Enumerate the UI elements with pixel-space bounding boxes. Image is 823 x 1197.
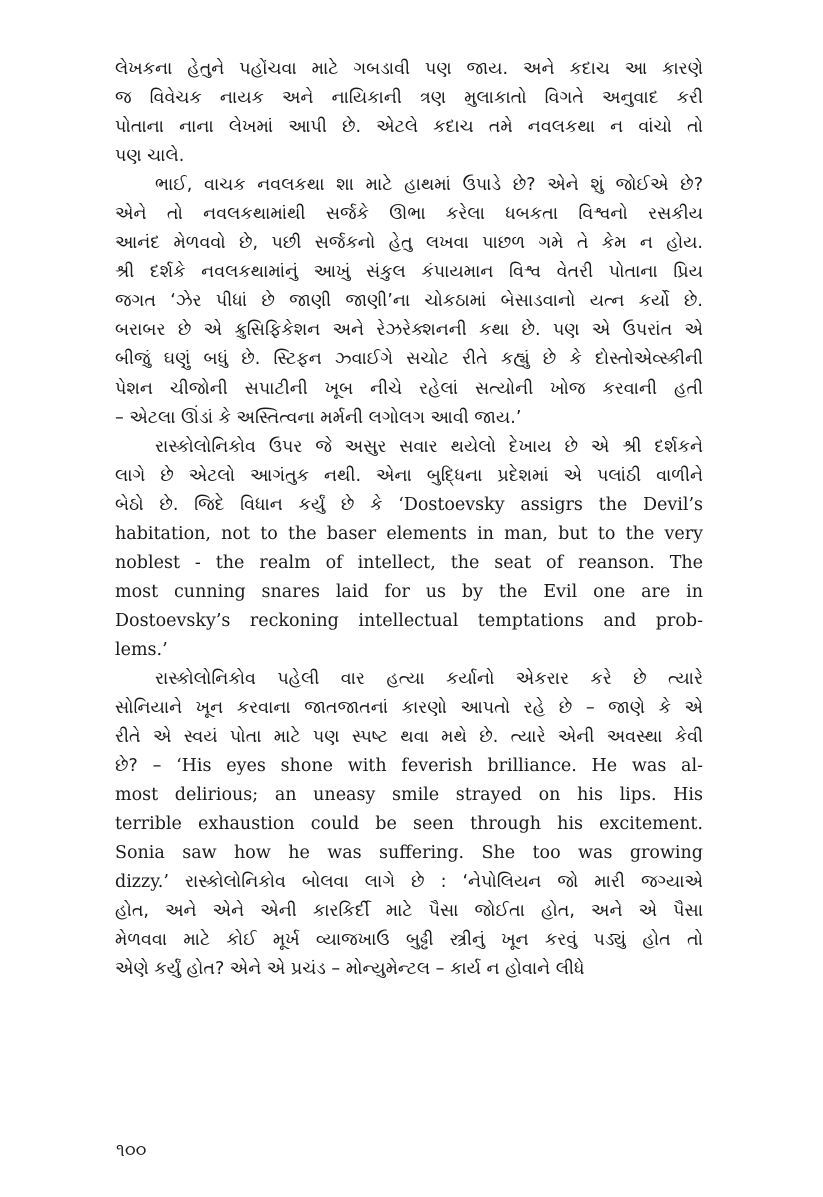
page-number: ૧૦૦	[116, 1140, 147, 1161]
text-line	[115, 433, 703, 462]
gujarati-text: લાગે છે એટલો આગંતુક નથી. એના બુદ્ધિના પ્રદેશમાં એ પલાંઠી વાળીને	[115, 465, 703, 486]
gujarati-text: એણે કર્યું હોત? એને એ પ્રચંડ – મોન્યુમેન્ટલ – કાર્ય ન હોવાને લીધે	[115, 959, 585, 980]
text-line	[115, 897, 703, 926]
text-line	[115, 316, 703, 345]
text-line	[115, 694, 703, 723]
gujarati-text: રાસ્કોલોનિકોવ બોલવા લાગે છે : ‘નેપોલિયન જો મારી જગ્યાએ	[168, 872, 703, 893]
text-line	[115, 607, 703, 636]
text-line	[115, 665, 703, 694]
gujarati-text: ભાઈ, વાચક નવલકથા શા માટે હાથમાં ઉપાડે છે? એને શું જોઈએ છે?	[155, 175, 703, 196]
text-line	[115, 839, 703, 868]
text-line	[115, 404, 703, 433]
text-line	[115, 55, 703, 84]
text-line	[115, 868, 703, 897]
gujarati-text: રીતે એ સ્વયં પોતા માટે પણ સ્પષ્ટ થવા મથે છે. ત્યારે એની અવસ્થા કેવી	[115, 727, 703, 748]
gujarati-text: લેખકના હેતુને પહોંચવા માટે ગબડાવી પણ જાય. અને કદાચ આ કારણે	[115, 59, 703, 79]
gujarati-text: હોત, અને એને એની કારકિર્દી માટે પૈસા જોઈતા હોત, અને એ પૈસા	[115, 901, 703, 922]
text-line	[115, 926, 703, 955]
text-line	[115, 287, 703, 316]
gujarati-text: શ્રી દર્શકે નવલકથામાંનું આખું સંકુલ કંપાયમાન વિશ્વ વેતરી પોતાના પ્રિય	[115, 262, 703, 283]
gujarati-text: જ વિવેચક નાયક અને નાયિકાની ત્રણ મુલાકાતો વિગતે અનુવાદ કરી	[115, 88, 703, 109]
english-quote-text: noblest - the realm of intellect, the seat of reanson. The	[115, 552, 703, 573]
gujarati-text: રાસ્કોલોનિકોવ પહેલી વાર હત્યા કર્યાનો એકરાર કરે છે ત્યારે	[155, 668, 703, 689]
paragraph	[115, 433, 703, 665]
english-quote-text: most delirious; an uneasy smile strayed on his lips. His	[115, 785, 703, 806]
gujarati-text: સોનિયાને ખૂન કરવાના જાતજાતનાં કારણો આપતો રહે છે – જાણે કે એ	[115, 698, 703, 719]
gujarati-text: મેળવવા માટે કોઈ મૂર્ખ વ્યાજખાઉ બુઢ્ઢી સ્ત્રીનું ખૂન કરવું પડ્યું હોત તો	[115, 930, 703, 951]
gujarati-text: પણ ચાલે.	[115, 146, 185, 167]
text-line	[115, 345, 703, 374]
gujarati-text: પોતાના નાના લેખમાં આપી છે. એટલે કદાચ તમે નવલકથા ન વાંચો તો	[115, 117, 703, 138]
text-line	[115, 636, 703, 665]
text-line	[115, 113, 703, 142]
text-line	[115, 375, 703, 404]
text-line	[115, 781, 703, 810]
gujarati-text: બેઠો છે. જિદે વિધાન કર્યું છે કે	[115, 494, 399, 515]
text-line	[115, 229, 703, 258]
text-line	[115, 520, 703, 549]
text-line	[115, 258, 703, 287]
gujarati-text: રાસ્કોલોનિકોવ ઉપર જે અસુર સવાર થયેલો દેખાય છે એ શ્રી દર્શકને	[155, 436, 703, 457]
gujarati-text: બીજું ઘણું બધું છે. સ્ટિફન ઝ્વાઈગે સચોટ રીતે કહ્યું છે કે દોસ્તોએવ્સ્કીની	[115, 349, 703, 370]
text-line	[115, 955, 703, 984]
paragraph	[115, 171, 703, 432]
english-quote-text: ‘His eyes shone with feverish brilliance. He was al-	[176, 756, 703, 777]
gujarati-text: છે? –	[115, 756, 177, 777]
gujarati-text: બરાબર છે એ ક્રુસિફિકેશન અને રેઝરેક્શનની કથા છે. પણ એ ઉપરાંત એ	[115, 320, 703, 341]
gujarati-text: પેશન ચીજોની સપાટીની ખૂબ નીચે રહેલાં સત્યોની ખોજ કરવાની હતી	[115, 378, 703, 399]
text-line	[115, 200, 703, 229]
gujarati-text: – એટલા ઊંડાં કે અસ્તિત્વના મર્મની લગોલગ આવી જાય.’	[115, 407, 522, 428]
text-line	[115, 171, 703, 200]
gujarati-text: એને તો નવલકથામાંથી સર્જકે ઊભા કરેલા ધબકતા વિશ્વનો રસકીય	[115, 204, 703, 225]
text-line	[115, 462, 703, 491]
text-line	[115, 549, 703, 578]
text-line	[115, 142, 703, 171]
english-quote-text: terrible exhaustion could be seen through his excitement.	[115, 814, 703, 835]
text-line	[115, 578, 703, 607]
english-quote-text: habitation, not to the baser elements in man, but to the very	[115, 523, 703, 544]
text-line	[115, 84, 703, 113]
english-quote-text: most cunning snares laid for us by the Evil one are in	[115, 581, 703, 602]
english-quote-text: lems.’	[115, 639, 168, 660]
english-quote-text: Dostoevsky’s reckoning intellectual temptations and prob-	[115, 610, 703, 631]
body-text	[115, 55, 703, 985]
gujarati-text: જગત ‘ઝેર પીધાં છે જાણી જાણી’ના ચોકઠામાં બેસાડવાનો યત્ન કર્યો છે.	[115, 291, 703, 312]
gujarati-text: આનંદ મેળવવો છે, પછી સર્જકનો હેતુ લખવા પાછળ ગમે તે કેમ ન હોય.	[115, 233, 703, 254]
text-line	[115, 723, 703, 752]
text-line	[115, 491, 703, 520]
text-line	[115, 752, 703, 781]
english-quote-text: Sonia saw how he was suffering. She too was growing	[115, 843, 703, 864]
paragraph	[115, 665, 703, 985]
english-quote-text: dizzy.’	[115, 872, 169, 893]
paragraph	[115, 55, 703, 171]
text-line	[115, 810, 703, 839]
english-quote-text: ‘Dostoevsky assigrs the Devil’s	[398, 494, 703, 515]
